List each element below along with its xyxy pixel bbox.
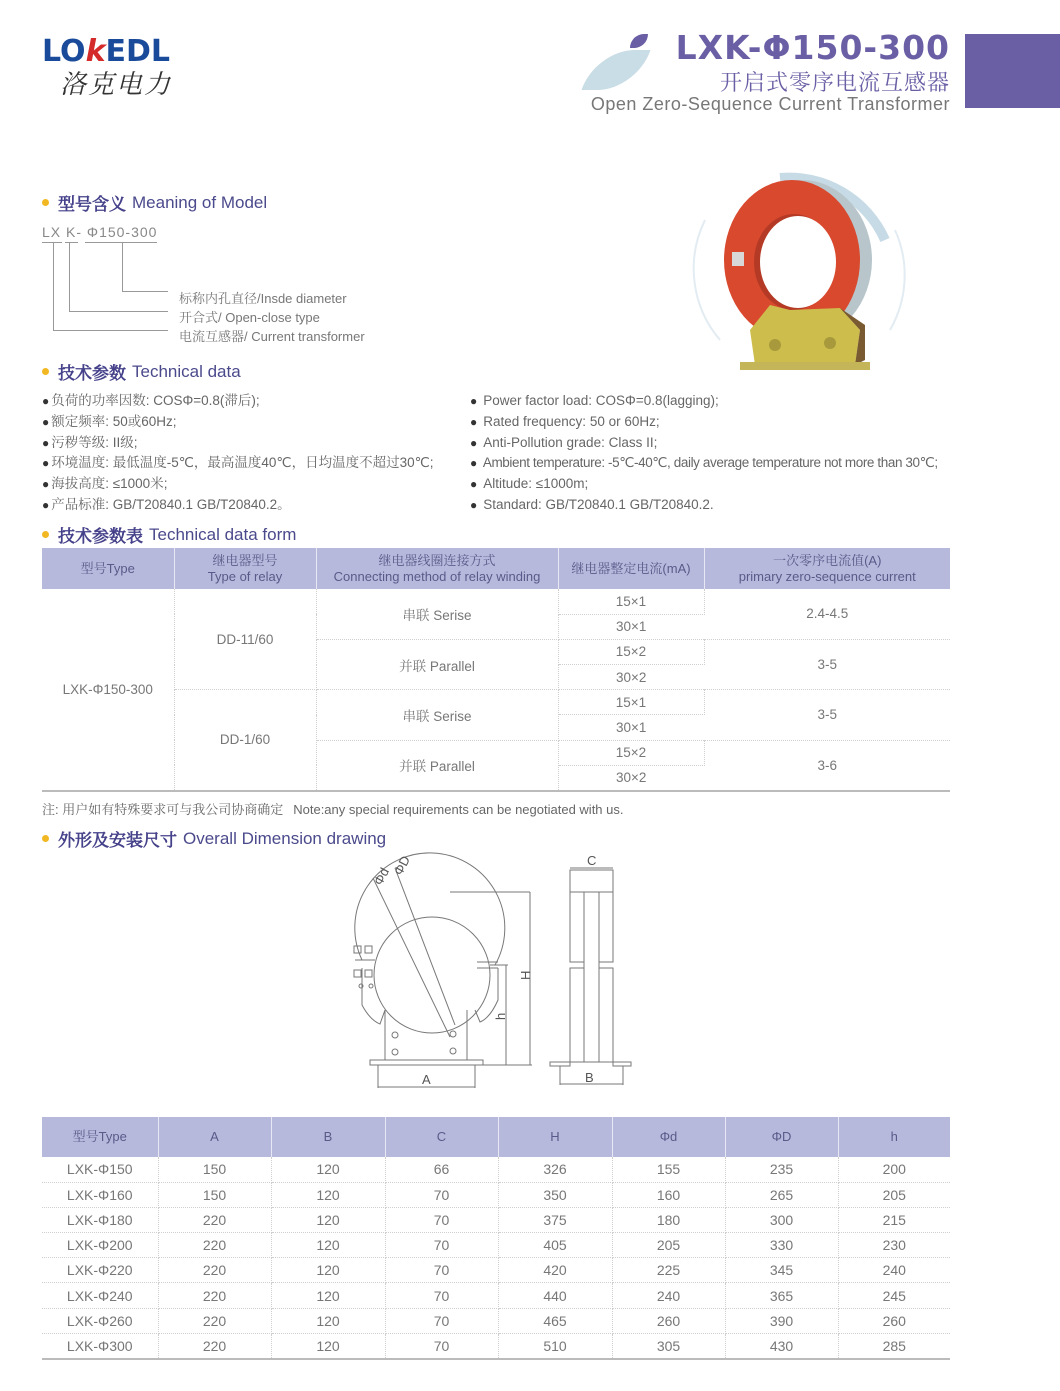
col-header-type: 型号Type (42, 1117, 158, 1157)
cell-value: 120 (271, 1233, 385, 1258)
cell-value: 265 (725, 1182, 838, 1207)
cell-value: 375 (498, 1207, 612, 1232)
cell-primary: 3-5 (704, 690, 950, 740)
svg-text:h: h (493, 1012, 508, 1020)
col-header-connection: 继电器线圈连接方式 Connecting method of relay winding (316, 548, 558, 589)
cell-value: 205 (612, 1233, 725, 1258)
cell-value: 260 (838, 1308, 950, 1333)
cell-current: 15×2 (558, 639, 704, 664)
cell-value: 215 (838, 1207, 950, 1232)
product-title-en: Open Zero-Sequence Current Transformer (590, 94, 950, 114)
tech-item: ● Rated frequency: 50 or 60Hz; (470, 412, 938, 433)
cell-value: 285 (838, 1333, 950, 1358)
cell-value: 510 (498, 1333, 612, 1358)
cell-value: 70 (385, 1283, 498, 1308)
table-row (42, 589, 950, 614)
table-row (42, 1258, 950, 1283)
dimension-table (42, 1117, 950, 1360)
product-title-cn: 开启式零序电流互感器 (719, 70, 950, 95)
cell-value: 330 (725, 1233, 838, 1258)
cell-relay: DD-11/60 (174, 589, 316, 690)
section-heading-technical-form: 技术参数表 Technical data form (42, 522, 296, 547)
svg-text:Φd: Φd (370, 865, 393, 888)
table-row (42, 1233, 950, 1258)
cell-value: 120 (271, 1308, 385, 1333)
col-header-type: 型号Type (42, 548, 174, 589)
svg-text:ΦD: ΦD (390, 853, 414, 878)
technical-data-list-en (470, 391, 938, 516)
section-heading-dimension: 外形及安装尺寸 Overall Dimension drawing (42, 826, 386, 851)
col-header-a: A (158, 1117, 271, 1157)
dimension-drawing (340, 850, 660, 1100)
col-header-h: h (838, 1117, 950, 1157)
tech-item: ● 环境温度: 最低温度-5℃，最高温度40℃，日均温度不超过30℃; (42, 453, 434, 474)
bullet-dot-icon (42, 835, 49, 842)
product-photo (680, 160, 920, 380)
table-row (42, 690, 950, 715)
cell-value: 220 (158, 1207, 271, 1232)
header-color-block (965, 34, 1060, 108)
cell-type: LXK-Φ240 (42, 1283, 158, 1308)
col-header-primary-current: 一次零序电流值(A) primary zero-sequence current (704, 548, 950, 589)
cell-current: 15×1 (558, 690, 704, 715)
cell-value: 220 (158, 1333, 271, 1358)
cell-value: 225 (612, 1258, 725, 1283)
cell-type: LXK-Φ180 (42, 1207, 158, 1232)
cell-value: 200 (838, 1157, 950, 1182)
cell-value: 430 (725, 1333, 838, 1358)
brand-logo (42, 36, 202, 102)
svg-text:A: A (422, 1072, 431, 1087)
cell-value: 350 (498, 1182, 612, 1207)
cell-value: 240 (612, 1283, 725, 1308)
table-header-row (42, 548, 950, 589)
technical-data-table (42, 548, 950, 792)
col-header-relay-type: 继电器型号 Type of relay (174, 548, 316, 589)
bullet-dot-icon (42, 368, 49, 375)
cell-value: 220 (158, 1283, 271, 1308)
cell-value: 390 (725, 1308, 838, 1333)
cell-value: 365 (725, 1283, 838, 1308)
cell-value: 345 (725, 1258, 838, 1283)
cell-type: LXK-Φ200 (42, 1233, 158, 1258)
svg-text:H: H (518, 970, 533, 980)
cell-method: 并联 Parallel (316, 740, 558, 790)
cell-value: 230 (838, 1233, 950, 1258)
cell-value: 70 (385, 1258, 498, 1283)
cell-value: 70 (385, 1207, 498, 1232)
model-part-diameter: 标称内孔直径/Insde diameter (179, 291, 347, 306)
cell-value: 150 (158, 1157, 271, 1182)
cell-primary: 3-6 (704, 740, 950, 790)
table-row (42, 1283, 950, 1308)
tech-item: ● Ambient temperature: -5℃-40℃, daily average temperature not more than 30℃; (470, 453, 938, 474)
cell-method: 串联 Serise (316, 589, 558, 639)
cell-type: LXK-Φ300 (42, 1333, 158, 1358)
tech-item: ● Anti-Pollution grade: Class II; (470, 433, 938, 454)
cell-value: 120 (271, 1157, 385, 1182)
cell-value: 260 (612, 1308, 725, 1333)
model-code: LX K- Φ150-300 (42, 224, 158, 240)
tech-item: ● Standard: GB/T20840.1 GB/T20840.2. (470, 495, 938, 516)
cell-current: 15×1 (558, 589, 704, 614)
table-row (42, 1182, 950, 1207)
cell-value: 120 (271, 1283, 385, 1308)
cell-value: 150 (158, 1182, 271, 1207)
cell-value: 70 (385, 1308, 498, 1333)
col-header-c: C (385, 1117, 498, 1157)
table-row (42, 1207, 950, 1232)
cell-method: 串联 Serise (316, 690, 558, 740)
cell-value: 440 (498, 1283, 612, 1308)
cell-type: LXK-Φ160 (42, 1182, 158, 1207)
cell-value: 245 (838, 1283, 950, 1308)
cell-value: 70 (385, 1233, 498, 1258)
cell-value: 66 (385, 1157, 498, 1182)
cell-value: 465 (498, 1308, 612, 1333)
tech-item: ● Altitude: ≤1000m; (470, 474, 938, 495)
logo-english: LOkEDL (42, 34, 171, 69)
tech-item: ● Power factor load: COSΦ=0.8(lagging); (470, 391, 938, 412)
cell-value: 220 (158, 1308, 271, 1333)
cell-current: 30×1 (558, 715, 704, 740)
cell-value: 70 (385, 1333, 498, 1358)
cell-value: 160 (612, 1182, 725, 1207)
cell-current: 30×2 (558, 665, 704, 690)
cell-value: 305 (612, 1333, 725, 1358)
table-header-row (42, 1117, 950, 1157)
cell-value: 120 (271, 1182, 385, 1207)
svg-text:C: C (587, 853, 597, 868)
cell-current: 15×2 (558, 740, 704, 765)
cell-type: LXK-Φ150 (42, 1157, 158, 1182)
cell-value: 300 (725, 1207, 838, 1232)
bullet-dot-icon (42, 199, 49, 206)
model-part-transformer: 电流互感器/ Current transformer (179, 329, 365, 344)
col-header-b: B (271, 1117, 385, 1157)
product-model-title: LXK-Φ150-300 (675, 28, 950, 67)
cell-value: 70 (385, 1182, 498, 1207)
col-header-H: H (498, 1117, 612, 1157)
col-header-setting-current: 继电器整定电流(mA) (558, 548, 704, 589)
cell-value: 120 (271, 1333, 385, 1358)
cell-type: LXK-Φ220 (42, 1258, 158, 1283)
tech-item: ● 负荷的功率因数: COSΦ=0.8(滞后); (42, 391, 434, 412)
cell-value: 180 (612, 1207, 725, 1232)
cell-current: 30×1 (558, 614, 704, 639)
cell-value: 420 (498, 1258, 612, 1283)
cell-value: 205 (838, 1182, 950, 1207)
cell-value: 120 (271, 1258, 385, 1283)
bullet-dot-icon (42, 531, 49, 538)
table-row (42, 1308, 950, 1333)
cell-type: LXK-Φ150-300 (42, 589, 174, 791)
cell-relay: DD-1/60 (174, 690, 316, 791)
cell-value: 235 (725, 1157, 838, 1182)
technical-data-list-cn (42, 391, 434, 516)
cell-value: 326 (498, 1157, 612, 1182)
cell-primary: 3-5 (704, 639, 950, 689)
table-row (42, 1333, 950, 1358)
tech-item: ● 海拔高度: ≤1000米; (42, 474, 434, 495)
cell-primary: 2.4-4.5 (704, 589, 950, 639)
section-heading-technical-data: 技术参数 Technical data (42, 359, 241, 384)
cell-current: 30×2 (558, 765, 704, 790)
cell-value: 220 (158, 1258, 271, 1283)
cell-value: 240 (838, 1258, 950, 1283)
table-row (42, 1157, 950, 1182)
tech-item: ● 额定频率: 50或60Hz; (42, 412, 434, 433)
col-header-inner-diameter: Φd (612, 1117, 725, 1157)
leaf-accent-icon (630, 34, 648, 48)
col-header-outer-diameter: ΦD (725, 1117, 838, 1157)
model-part-open-close: 开合式/ Open-close type (179, 310, 320, 325)
note-text: 注: 用户如有特殊要求可与我公司协商确定 Note:any special requirements can be negotiated with us. (42, 802, 624, 817)
cell-type: LXK-Φ260 (42, 1308, 158, 1333)
cell-value: 220 (158, 1233, 271, 1258)
tech-item: ● 产品标准: GB/T20840.1 GB/T20840.2。 (42, 495, 434, 516)
tech-item: ● 污秽等级: II级; (42, 433, 434, 454)
svg-text:B: B (585, 1070, 594, 1085)
cell-value: 120 (271, 1207, 385, 1232)
leaf-decoration-icon (582, 50, 651, 90)
cell-value: 155 (612, 1157, 725, 1182)
cell-method: 并联 Parallel (316, 639, 558, 689)
section-heading-model-meaning: 型号含义 Meaning of Model (42, 190, 267, 215)
cell-value: 405 (498, 1233, 612, 1258)
logo-chinese: 洛克电力 (60, 70, 173, 100)
